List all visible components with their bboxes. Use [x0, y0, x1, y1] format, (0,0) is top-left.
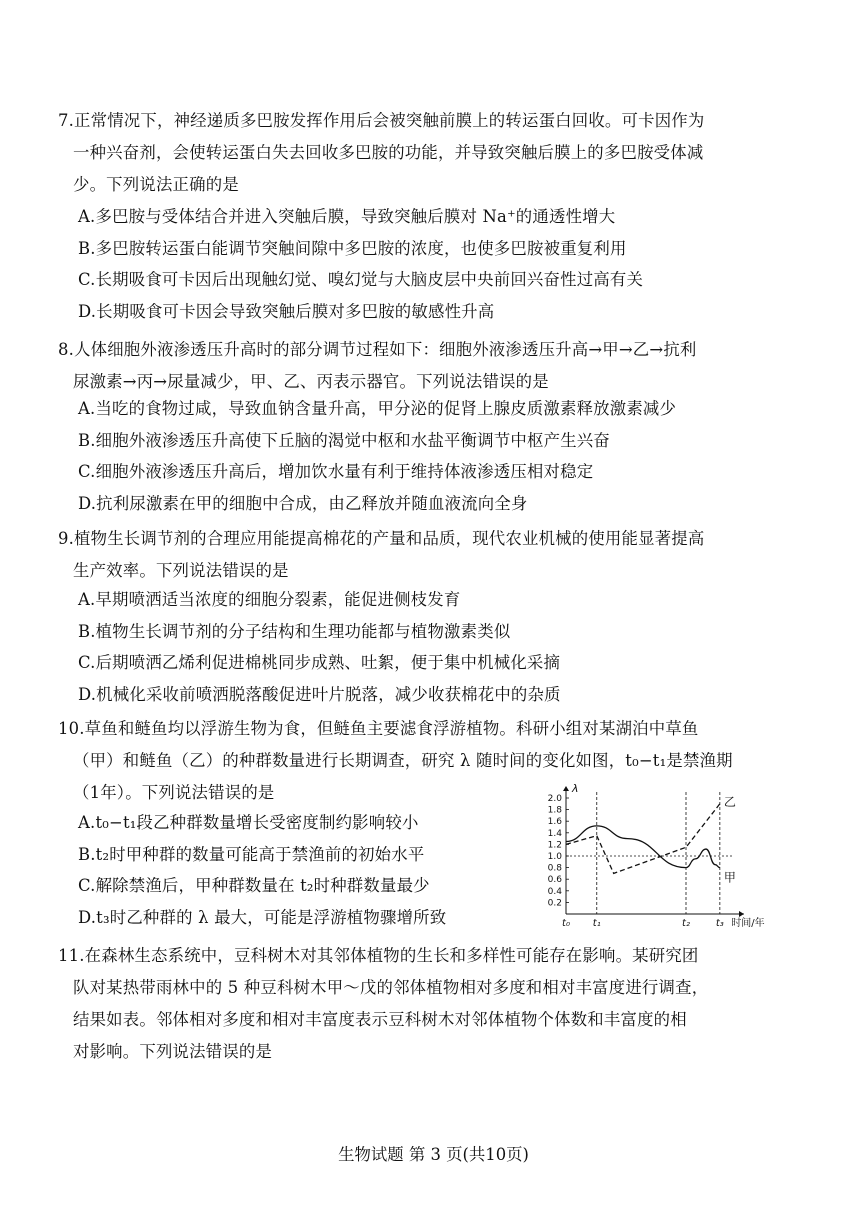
q8-stem-line-2: 尿激素→丙→尿量减少，甲、乙、丙表示器官。下列说法错误的是 [73, 372, 549, 391]
chart-axes [563, 786, 744, 917]
page-footer: 生物试题 第 3 页(共10页) [338, 1145, 529, 1164]
q11-stem-line-2: 队对某热带雨林中的 5 种豆科树木甲～戊的邻体植物相对多度和相对丰富度进行调查， [73, 978, 709, 997]
lambda-chart [530, 778, 770, 938]
y-tick-label-5: 1.0 [547, 852, 562, 862]
series-line-0 [566, 804, 720, 874]
y-tick-label-4: 1.2 [547, 840, 562, 851]
q9-option-d: D.机械化采收前喷洒脱落酸促进叶片脱落，减少收获棉花中的杂质 [78, 684, 561, 704]
q7-stem-line-3: 少。下列说法正确的是 [73, 175, 239, 194]
y-tick-label-7: 0.6 [547, 875, 562, 886]
y-tick-label-6: 0.8 [547, 863, 562, 874]
y-tick-label-2: 1.6 [547, 817, 562, 828]
chart-series [566, 804, 720, 874]
y-tick-label-8: 0.4 [547, 886, 562, 897]
x-tick-label-3: t₃ [715, 918, 724, 929]
x-axis-arrow [739, 911, 744, 917]
y-tick-label-3: 1.4 [547, 828, 562, 839]
q10-option-b: B.t₂时甲种群的数量可能高于禁渔前的初始水平 [78, 844, 425, 864]
x-tick-label-0: t₀ [562, 918, 570, 929]
q10-option-a: A.t₀−t₁段乙种群数量增长受密度制约影响较小 [78, 813, 419, 832]
q10-stem-line-1: 10.草鱼和鲢鱼均以浮游生物为食，但鲢鱼主要滤食浮游植物。科研小组对某湖泊中草鱼 [58, 719, 699, 738]
q9-option-b: B.植物生长调节剂的分子结构和生理功能都与植物激素类似 [78, 621, 511, 641]
q8-option-b: B.细胞外液渗透压升高使下丘脑的渴觉中枢和水盐平衡调节中枢产生兴奋 [78, 430, 610, 450]
chart-labels [548, 782, 765, 929]
y-axis-label: λ [572, 782, 579, 795]
q9-stem-line-1: 9.植物生长调节剂的合理应用能提高棉花的产量和品质，现代农业机械的使用能显著提高 [58, 529, 705, 548]
q9-stem-line-2: 生产效率。下列说法错误的是 [73, 561, 289, 580]
q10-option-c: C.解除禁渔后，甲种群数量在 t₂时种群数量最少 [78, 876, 430, 895]
x-tick-label-1: t₁ [592, 918, 601, 929]
q10-option-d: D.t₃时乙种群的 λ 最大，可能是浮游植物骤增所致 [78, 907, 447, 927]
q7-option-d: D.长期吸食可卡因会导致突触后膜对多巴胺的敏感性升高 [78, 301, 495, 321]
q7-option-a: A.多巴胺与受体结合并进入突触后膜，导致突触后膜对 Na⁺的通透性增大 [78, 207, 616, 226]
q7-option-c: C.长期吸食可卡因后出现触幻觉、嗅幻觉与大脑皮层中央前回兴奋性过高有关 [78, 270, 644, 289]
q9-option-a: A.早期喷洒适当浓度的细胞分裂素，能促进侧枝发育 [78, 590, 461, 609]
q7-stem-line-1: 7.正常情况下，神经递质多巴胺发挥作用后会被突触前膜上的转运蛋白回收。可卡因作为 [58, 111, 705, 130]
q10-stem-line-2: （甲）和鲢鱼（乙）的种群数量进行长期调查，研究 λ 随时间的变化如图，t₀−t₁是禁渔期 [73, 751, 733, 770]
q10-stem-line-3: （1年）。下列说法错误的是 [73, 783, 275, 802]
series-label-1: 甲 [723, 870, 736, 885]
y-tick-label-1: 1.8 [547, 805, 562, 816]
q11-stem-line-3: 结果如表。邻体相对多度和相对丰富度表示豆科树木对邻体植物个体数和丰富度的相 [73, 1010, 687, 1029]
series-label-0: 乙 [723, 794, 736, 809]
q11-stem-line-4: 对影响。下列说法错误的是 [73, 1042, 273, 1061]
q8-option-a: A.当吃的食物过咸，导致血钠含量升高，甲分泌的促肾上腺皮质激素释放激素减少 [78, 399, 677, 418]
q8-stem-line-1: 8.人体细胞外液渗透压升高时的部分调节过程如下：细胞外液渗透压升高→甲→乙→抗利 [58, 340, 697, 359]
y-tick-label-0: 2.0 [547, 794, 562, 804]
q11-stem-line-1: 11.在森林生态系统中，豆科树木对其邻体植物的生长和多样性可能存在影响。某研究团 [58, 946, 699, 965]
q8-option-d: D.抗利尿激素在甲的细胞中合成，由乙释放并随血液流向全身 [78, 493, 528, 513]
x-tick-label-2: t₂ [682, 918, 690, 929]
y-tick-label-9: 0.2 [547, 898, 562, 909]
y-axis-arrow [563, 786, 569, 791]
q8-option-c: C.细胞外液渗透压升高后，增加饮水量有利于维持体液渗透压相对稳定 [78, 462, 594, 481]
q9-option-c: C.后期喷洒乙烯利促进棉桃同步成熟、吐絮，便于集中机械化采摘 [78, 653, 561, 672]
q7-stem-line-2: 一种兴奋剂，会使转运蛋白失去回收多巴胺的功能，并导致突触后膜上的多巴胺受体减 [73, 143, 704, 162]
q7-option-b: B.多巴胺转运蛋白能调节突触间隙中多巴胺的浓度，也使多巴胺被重复利用 [78, 238, 627, 258]
series-line-1 [566, 826, 720, 868]
x-axis-label: 时间/年 [731, 918, 765, 929]
chart-grid [566, 792, 732, 914]
